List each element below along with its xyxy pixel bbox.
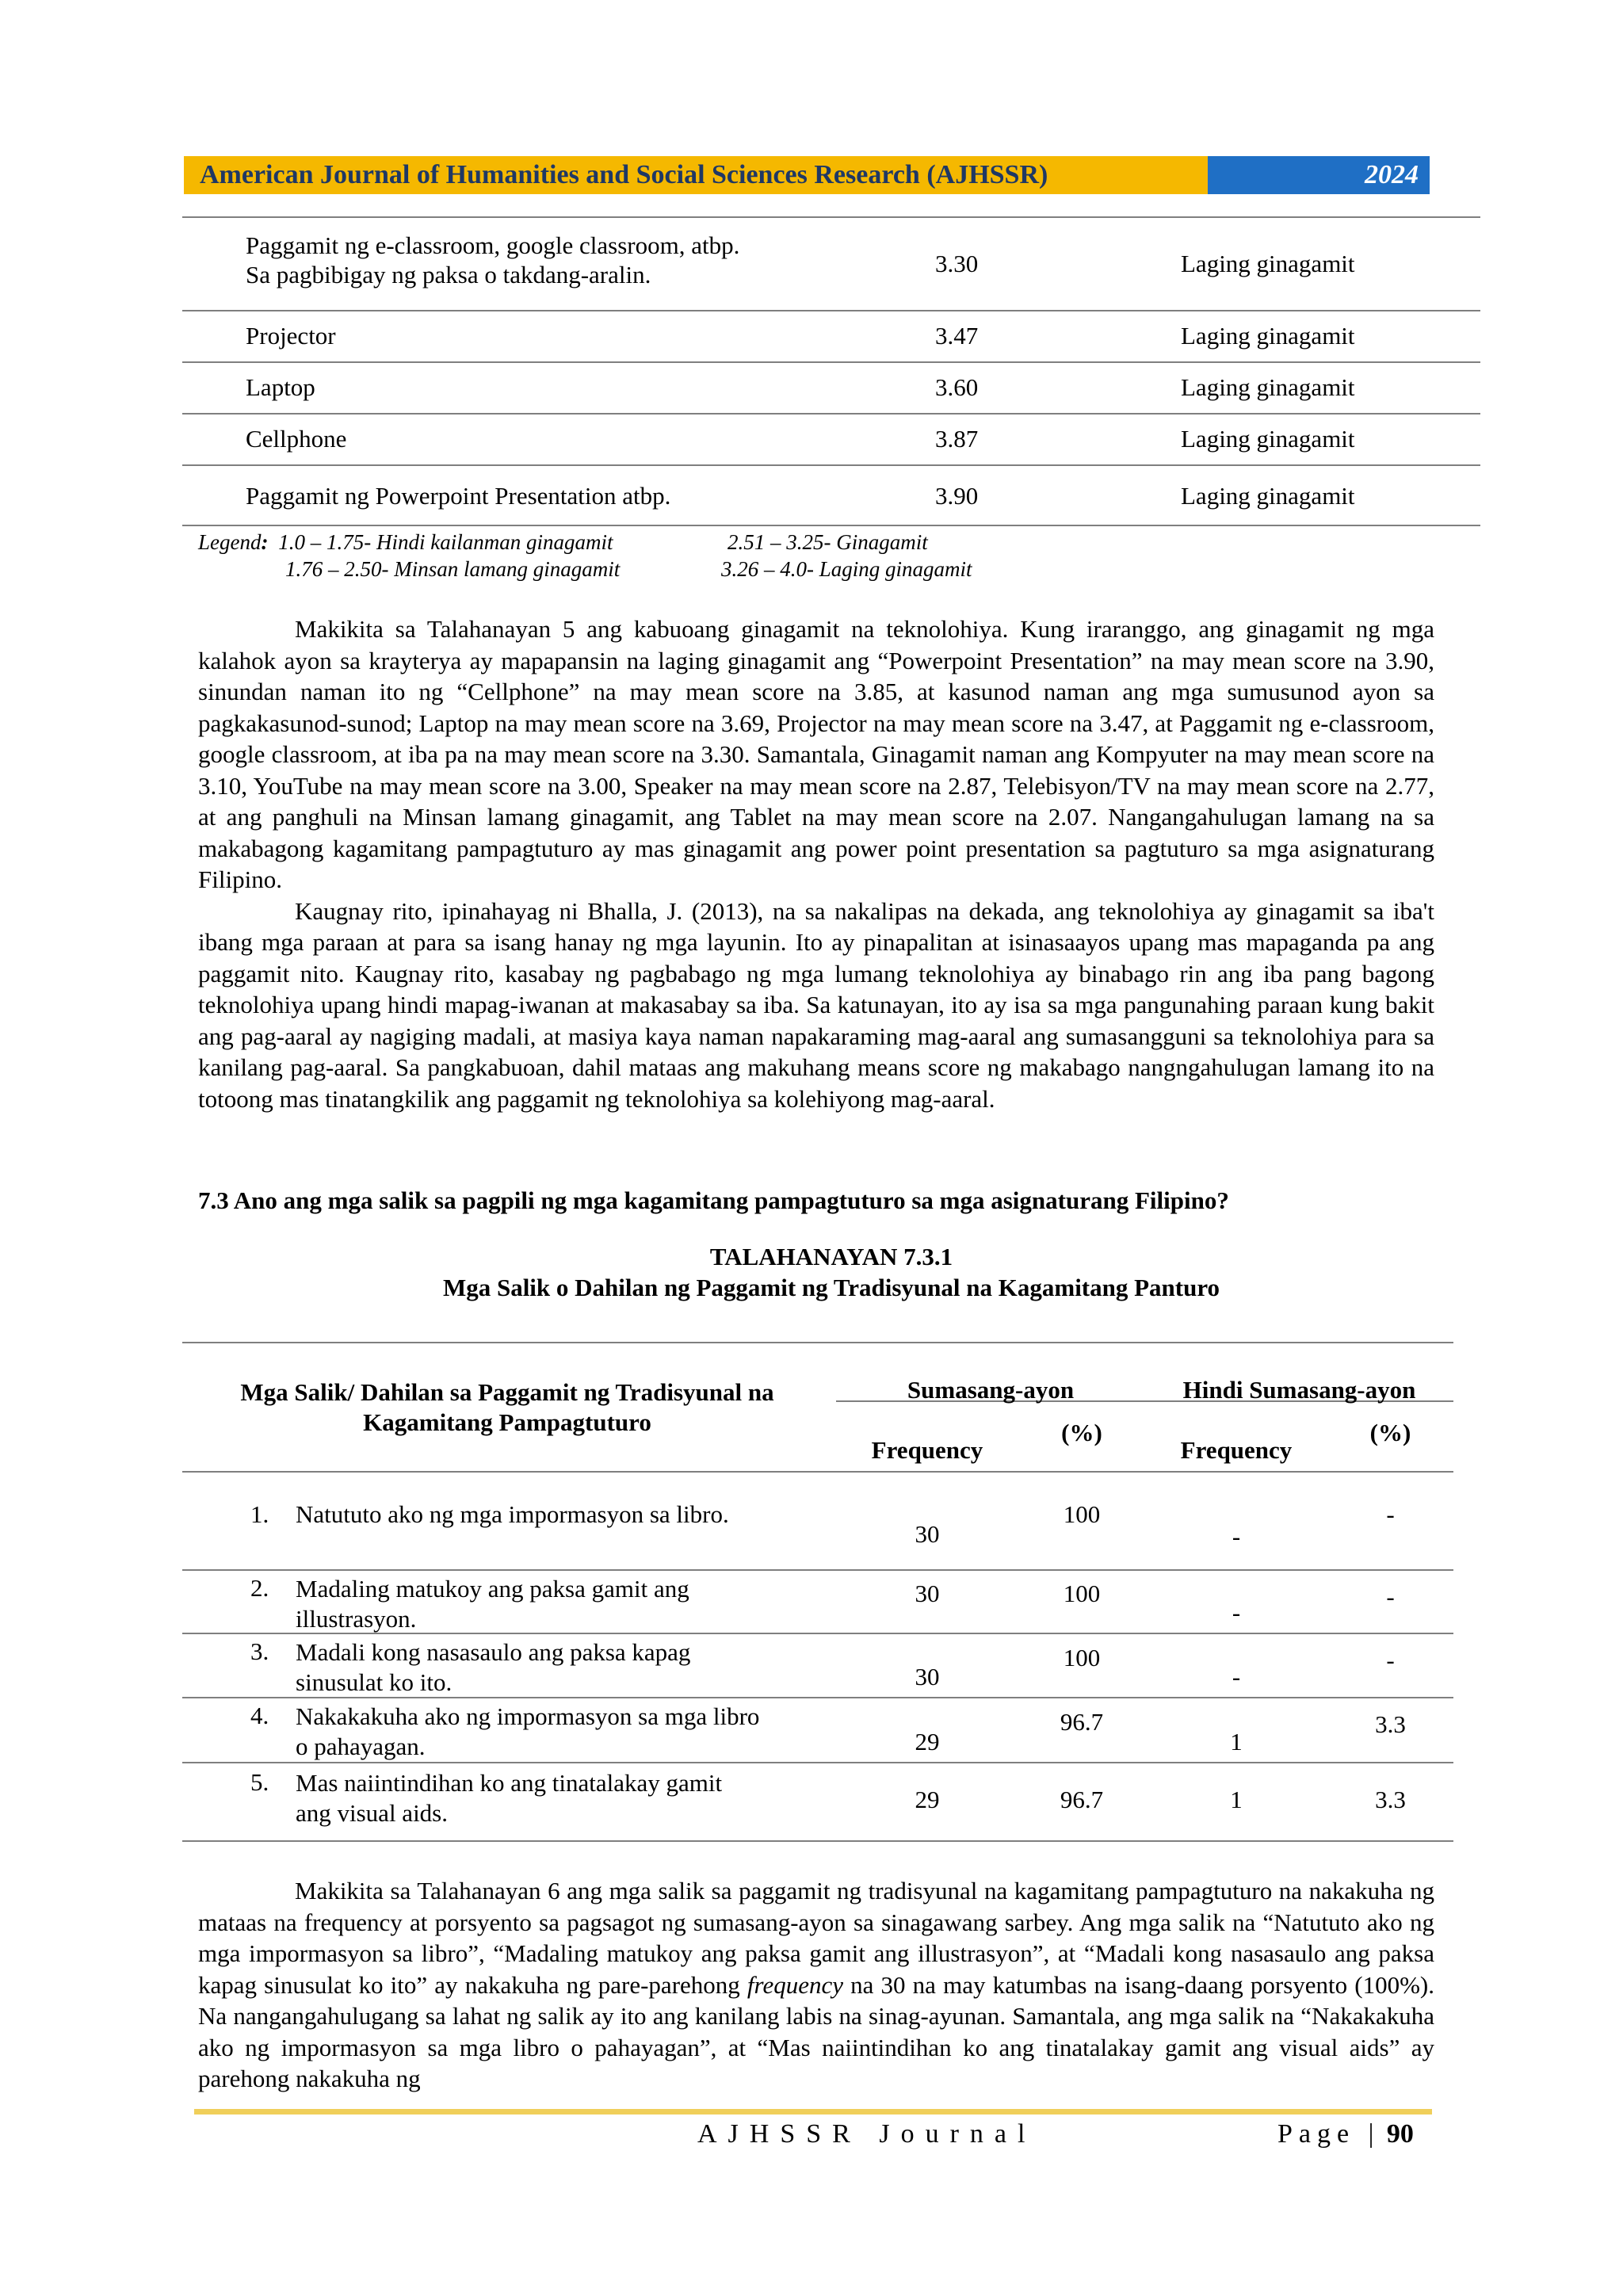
disagree-frequency: -: [1232, 1599, 1241, 1626]
legend-range-3: 2.51 – 3.25- Ginagamit: [727, 530, 928, 554]
table-row: [182, 363, 1480, 415]
legend-range-4: 3.26 – 4.0- Laging ginagamit: [721, 557, 972, 581]
disagree-frequency: 1: [1230, 1786, 1243, 1813]
disagree-frequency: -: [1232, 1522, 1241, 1550]
table-5: [182, 216, 1480, 526]
disagree-percent: -: [1386, 1583, 1395, 1610]
page-number: 90: [1386, 2119, 1414, 2149]
legend-range-2: 1.76 – 2.50- Minsan lamang ginagamit: [285, 557, 621, 581]
body-text: [198, 613, 1434, 1114]
table-cell-interpretation: Laging ginagamit: [1181, 322, 1355, 350]
table-cell-interpretation: Laging ginagamit: [1181, 250, 1355, 277]
paragraph: Makikita sa Talahanayan 6 ang mga salik sa paggamit ng tradisyunal na kagamitang pampagtuturo na nakakuha ng mataas na frequency at porsyento sa pagsagot ng sumasang-ayon sa sinagawang sarbey. Ang mga salik na “Natututo ako ng mga impormasyon sa libro”, “Madaling matukoy ang paksa gamit ang illustrasyon”, at “Madali kong nasasaulo ang paksa kapag sinusulat ko ito” ay nakakuha ng pare-parehong frequency na 30 na may katumbas na isang-daang porsyento (100%). Na nangangahulugang sa lahat ng salik ay ito ang kanilang labis na sinag-ayunan. Samantala, ang mga salik na “Nakakakuha ako ng impormasyon sa mga libro o pahayagan”, at “Mas naiintindihan ko ang tinatalakay gamit ang visual aids” ay parehong nakakuha ng: [198, 1877, 1434, 2092]
agree-percent: 100: [1063, 1580, 1101, 1607]
agree-frequency: 30: [915, 1580, 940, 1607]
legend-range-1: 1.0 – 1.75- Hindi kailanman ginagamit: [278, 530, 613, 554]
factor-text: Madali kong nasasaulo ang paksa kapag sinusulat ko ito.: [296, 1638, 691, 1696]
table-row: [182, 466, 1480, 526]
row-number: 5.: [250, 1768, 269, 1796]
table-title: Mga Salik o Dahilan ng Paggamit ng Tradisyunal na Kagamitang Panturo: [442, 1274, 1220, 1301]
disagree-frequency: 1: [1230, 1728, 1243, 1755]
table-cell-mean: 3.87: [935, 425, 979, 453]
table-cell-item: Paggamit ng Powerpoint Presentation atbp.: [246, 482, 671, 510]
frequency-header: Frequency: [1180, 1436, 1293, 1464]
table-row: [182, 311, 1480, 363]
agree-frequency: 30: [915, 1520, 940, 1548]
table-cell-interpretation: Laging ginagamit: [1181, 482, 1355, 510]
agree-percent: 96.7: [1060, 1708, 1104, 1736]
table-cell-mean: 3.30: [935, 250, 979, 277]
paragraph: Makikita sa Talahanayan 5 ang kabuoang ginagamit na teknolohiya. Kung iraranggo, ang ginagamit ng mga kalahok ayon sa krayterya ay mapapansin na laging ginagamit ang “Powerpoint Presentation” na may mean score na 3.90, sinundan naman ito ng “Cellphone” na may mean score na 3.85, at kasunod naman ang mga sumusunod ayon sa pagkakasunod-sunod; Laptop na may mean score na 3.69, Projector na may mean score na 3.47, at Paggamit ng e-classroom, google classroom, at iba pa na may mean score na 3.30. Samantala, Ginagamit naman ang Kompyuter na may mean score na 3.10, YouTube na may mean score na 3.00, Speaker na may mean score na 2.87, Telebisyon/TV na may mean score na 2.77, at ang panghuli na Minsan lamang ginagamit, ang Tablet na may mean score na 2.07. Nangangahulugan lamang na sa makabagong kagamitang pampagtuturo ay mas ginagamit ang power point presentation sa pagtuturo sa mga asignaturang Filipino.: [198, 615, 1434, 893]
agree-frequency: 30: [915, 1663, 940, 1690]
legend-label: Legend: [198, 530, 262, 554]
agree-frequency: 29: [915, 1728, 940, 1755]
table-7-3-1: [182, 1342, 1453, 1841]
percent-header: (%): [1061, 1419, 1102, 1446]
agree-header: Sumasang-ayon: [907, 1376, 1075, 1404]
disagree-percent: 3.3: [1375, 1786, 1406, 1813]
agree-percent: 100: [1063, 1500, 1101, 1528]
journal-header: [184, 156, 1430, 194]
row-number: 2.: [250, 1574, 269, 1602]
footer-journal: AJHSSR Journal: [697, 2119, 1037, 2149]
disagree-percent: 3.3: [1375, 1710, 1406, 1738]
factor-text: Madaling matukoy ang paksa gamit ang illustrasyon.: [296, 1575, 689, 1633]
table-label: TALAHANAYAN 7.3.1: [709, 1243, 953, 1270]
factor-text: Mas naiintindihan ko ang tinatalakay gamit ang visual aids.: [296, 1769, 723, 1827]
footer-page: [1277, 2119, 1414, 2149]
body-text: [198, 1875, 1434, 2095]
page-label: Page |: [1277, 2119, 1381, 2149]
disagree-percent: -: [1386, 1646, 1395, 1674]
factor-text: Nakakakuha ako ng impormasyon sa mga libro o pahayagan.: [296, 1702, 760, 1760]
agree-percent: 100: [1063, 1644, 1101, 1671]
table-cell-mean: 3.60: [935, 373, 979, 401]
frequency-header: Frequency: [871, 1436, 983, 1464]
row-number: 3.: [250, 1637, 269, 1665]
agree-percent: 96.7: [1060, 1786, 1104, 1813]
row-number: 4.: [250, 1702, 269, 1729]
table-cell-interpretation: Laging ginagamit: [1181, 425, 1355, 453]
disagree-frequency: -: [1232, 1663, 1241, 1690]
row-number: 1.: [250, 1500, 269, 1528]
table-cell-item: Projector: [246, 322, 336, 350]
table-cell-mean: 3.90: [935, 482, 979, 510]
factor-column-header: Mga Salik/ Dahilan sa Paggamit ng Tradisyunal na Kagamitang Pampagtuturo: [240, 1378, 774, 1436]
table-cell-item: Laptop: [246, 373, 315, 401]
agree-frequency: 29: [915, 1786, 940, 1813]
table-legend: Legend: 1.0 – 1.75- Hindi kailanman ginagamit 2.51 – 3.25- Ginagamit 1.76 – 2.50- Minsan lamang ginagamit 3.26 – 4.0- Laging ginagamit: [198, 530, 972, 581]
footer-rule: [194, 2109, 1432, 2115]
section-heading: 7.3 Ano ang mga salik sa pagpili ng mga kagamitang pampagtuturo sa mga asignaturang Filipino?: [198, 1186, 1229, 1214]
table-cell-interpretation: Laging ginagamit: [1181, 373, 1355, 401]
table-cell-item: Paggamit ng e-classroom, google classroom, atbp. Sa pagbibigay ng paksa o takdang-aralin.: [246, 231, 740, 288]
table-row: [182, 216, 1480, 311]
disagree-header: Hindi Sumasang-ayon: [1182, 1376, 1416, 1404]
table-cell-mean: 3.47: [935, 322, 979, 350]
journal-year: 2024: [1208, 156, 1430, 194]
disagree-percent: -: [1386, 1500, 1395, 1528]
percent-header: (%): [1369, 1419, 1411, 1446]
table-cell-item: Cellphone: [246, 425, 347, 453]
journal-title: American Journal of Humanities and Social Sciences Research (AJHSSR): [184, 156, 1208, 194]
factor-text: Natututo ako ng mga impormasyon sa libro.: [296, 1500, 729, 1528]
paragraph: Kaugnay rito, ipinahayag ni Bhalla, J. (2013), na sa nakalipas na dekada, ang teknolohiya ay ginagamit sa iba't ibang mga paraan at para sa isang hanay ng mga layunin. Ito ay pinapalitan at isinasaayos upang mas mapaganda pa ang paggamit nito. Kaugnay rito, kasabay ng pagbabago ng mga lumang teknolohiya ay binabago rin ang iba pang bagong teknolohiya upang hindi mapag-iwanan at makasabay sa iba. Sa katunayan, ito ay isa sa mga pangunahing paraan kung bakit ang pag-aaral ay nagiging madali, at masiya kaya naman napakaraming mag-aaral ang sumasangguni sa teknolohiya para sa kanilang pag-aaral. Sa pangkabuoan, dahil mataas ang makuhang means score ng makabago nangngahulugan lamang ito na totoong mas tinatangkilik ang paggamit ng teknolohiya sa kolehiyong mag-aaral.: [198, 896, 1434, 1113]
table-row: [182, 415, 1480, 466]
